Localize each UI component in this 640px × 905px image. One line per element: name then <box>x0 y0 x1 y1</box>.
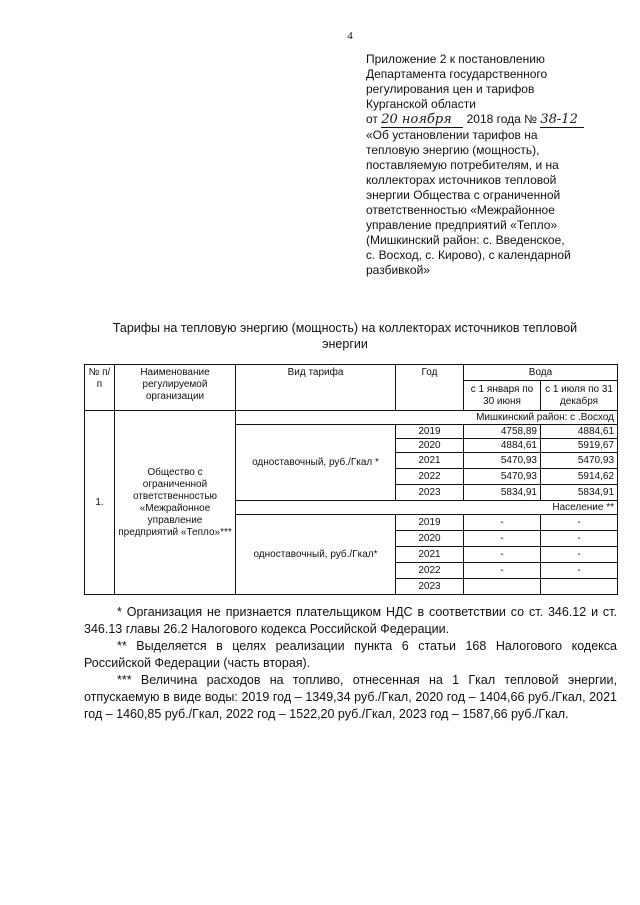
appendix-title-line: «Об установлении тарифов на <box>366 128 538 142</box>
appendix-header <box>366 52 628 278</box>
year-cell: 2019 <box>396 425 464 439</box>
value-cell: - <box>541 563 618 579</box>
year-cell: 2020 <box>396 439 464 453</box>
appendix-title-line: ответственностью «Межрайонное <box>366 203 555 217</box>
tariff-table <box>84 364 618 595</box>
page-number: 4 <box>347 30 353 42</box>
table-title: Тарифы на тепловую энергию (мощность) на коллекторах источников тепловой энергии <box>112 321 578 351</box>
year-cell: 2021 <box>396 453 464 469</box>
year-cell: 2021 <box>396 547 464 563</box>
value-cell: - <box>464 531 541 547</box>
value-cell: - <box>541 531 618 547</box>
handwritten-date: 20 ноября <box>381 112 463 128</box>
organization-name: Общество с ограниченной ответственностью «Межрайонное управление предприятий «Тепло»*** <box>115 411 236 595</box>
header-period-1: с 1 января по 30 июня <box>464 381 541 411</box>
appendix-line: регулирования цен и тарифов <box>366 82 535 96</box>
footnote: ** Выделяется в целях реализации пункта 6 статьи 168 Налогового кодекса Российской Федерации (часть вторая). <box>84 639 617 670</box>
footnotes <box>84 604 617 723</box>
value-cell: - <box>464 547 541 563</box>
value-cell: 5914,62 <box>541 469 618 485</box>
appendix-line: Департамента государственного <box>366 67 548 81</box>
year-cell: 2022 <box>396 563 464 579</box>
year-cell: 2020 <box>396 531 464 547</box>
tariff-type: одноставочный, руб./Гкал * <box>236 425 396 501</box>
appendix-title-line: коллекторах источников тепловой <box>366 173 557 187</box>
date-prefix: от <box>366 112 378 126</box>
value-cell <box>464 579 541 595</box>
value-cell: 5470,93 <box>541 453 618 469</box>
value-cell: 4884,61 <box>464 439 541 453</box>
year-cell: 2023 <box>396 579 464 595</box>
appendix-title-line: энергии Общества с ограниченной <box>366 188 561 202</box>
appendix-title-line: тепловую энергию (мощность), <box>366 143 540 157</box>
header-org-name: Наименование регулируемой организации <box>115 365 236 411</box>
value-cell: 5470,93 <box>464 469 541 485</box>
year-cell: 2019 <box>396 515 464 531</box>
value-cell: 5919,67 <box>541 439 618 453</box>
year-cell: 2022 <box>396 469 464 485</box>
appendix-title-line: с. Восход, с. Кирово), с календарной <box>366 248 571 262</box>
value-cell: 4884,61 <box>541 425 618 439</box>
tariff-type: одноставочный, руб./Гкал* <box>236 515 396 595</box>
section-title: Мишкинский район: с .Восход <box>236 411 618 425</box>
value-cell: - <box>464 515 541 531</box>
header-water: Вода <box>464 365 618 381</box>
value-cell: - <box>541 515 618 531</box>
value-cell <box>541 579 618 595</box>
appendix-line: Приложение 2 к постановлению <box>366 52 545 66</box>
section-title: Население ** <box>236 501 618 515</box>
value-cell: - <box>541 547 618 563</box>
date-suffix: 2018 года № <box>466 112 538 126</box>
footnote: *** Величина расходов на топливо, отнесенная на 1 Гкал тепловой энергии, отпускаемую в виде воды: 2019 год – 1349,34 руб./Гкал, 2020 год – 1404,66 руб./Гкал, 2021 год – 1460,85 руб./Гкал, 2022 год – 1522,20 руб./Гкал, 2023 год – 1587,66 руб./Гкал. <box>84 673 617 721</box>
value-cell: 5834,91 <box>464 485 541 501</box>
value-cell: 5470,93 <box>464 453 541 469</box>
appendix-line: Курганской области <box>366 97 476 111</box>
appendix-date-line <box>366 112 628 128</box>
year-cell: 2023 <box>396 485 464 501</box>
appendix-title-line: (Мишкинский район: с. Введенское, <box>366 233 565 247</box>
appendix-title-line: управление предприятий «Тепло» <box>366 218 558 232</box>
appendix-title-line: разбивкой» <box>366 263 430 277</box>
value-cell: 5834,91 <box>541 485 618 501</box>
handwritten-number: 38-12 <box>540 112 584 128</box>
value-cell: - <box>464 563 541 579</box>
appendix-title-line: поставляемую потребителям, и на <box>366 158 559 172</box>
row-number: 1. <box>85 411 115 595</box>
footnote: * Организация не признается плательщиком НДС в соответствии со ст. 346.12 и ст. 346.13 главы 26.2 Налогового кодекса Российской Федерации. <box>84 605 617 636</box>
header-year: Год <box>396 365 464 411</box>
header-tariff-type: Вид тарифа <box>236 365 396 411</box>
value-cell: 4758,89 <box>464 425 541 439</box>
header-number: № п/п <box>85 365 115 411</box>
header-period-2: с 1 июля по 31 декабря <box>541 381 618 411</box>
